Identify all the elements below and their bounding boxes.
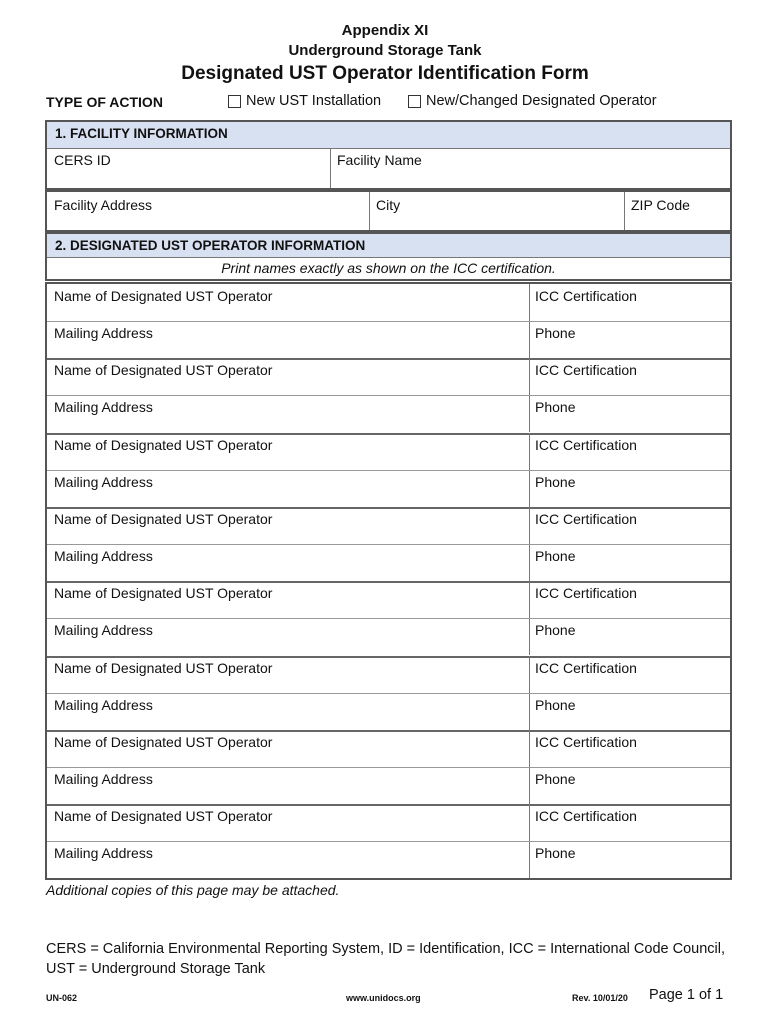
operator-block [47,730,730,804]
operator-name-label: Name of Designated UST Operator [54,585,273,601]
form-title: Designated UST Operator Identification Form [181,63,589,84]
operator-name-field[interactable] [47,730,529,767]
operator-block [47,284,730,358]
new-ust-installation-label: New UST Installation [246,93,382,109]
icc-certification-field[interactable] [530,656,730,693]
mailing-address-label: Mailing Address [54,325,153,341]
mailing-address-label: Mailing Address [54,474,153,490]
website: www.unidocs.org [346,993,421,1003]
icc-certification-field[interactable] [530,284,730,321]
operator-name-field[interactable] [47,804,529,841]
operator-name-label: Name of Designated UST Operator [54,734,273,750]
phone-label: Phone [535,474,576,490]
operator-info-header: 2. DESIGNATED UST OPERATOR INFORMATION [47,234,730,258]
mailing-address-field[interactable] [47,545,529,581]
icc-certification-label: ICC Certification [535,734,637,750]
city-field[interactable] [370,192,624,230]
additional-copies-note: Additional copies of this page may be attached. [46,882,340,898]
cers-id-field[interactable] [47,149,330,188]
icc-certification-field[interactable] [530,358,730,395]
operator-block [47,581,730,655]
phone-label: Phone [535,845,576,861]
icc-certification-label: ICC Certification [535,660,637,676]
operator-name-field[interactable] [47,656,529,693]
type-of-action-label: TYPE OF ACTION [46,94,163,110]
appendix-label: Appendix XI [341,22,429,39]
operator-block [47,656,730,730]
operator-name-field[interactable] [47,433,529,470]
phone-label: Phone [535,325,576,341]
mailing-address-field[interactable] [47,396,529,432]
icc-certification-label: ICC Certification [535,585,637,601]
operator-name-field[interactable] [47,358,529,395]
operator-name-field[interactable] [47,507,529,544]
icc-certification-label: ICC Certification [535,437,637,453]
operator-block [47,358,730,432]
zip-code-field[interactable] [625,192,730,230]
operator-name-label: Name of Designated UST Operator [54,808,273,824]
operator-block [47,507,730,581]
operator-info-header-box [45,232,732,281]
phone-label: Phone [535,697,576,713]
phone-field[interactable] [530,322,730,358]
new-changed-operator-label: New/Changed Designated Operator [426,93,657,109]
mailing-address-field[interactable] [47,842,529,878]
mailing-address-field[interactable] [47,322,529,358]
mailing-address-field[interactable] [47,768,529,804]
operator-name-label: Name of Designated UST Operator [54,362,273,378]
form-subtitle: Underground Storage Tank [288,42,482,59]
operator-name-label: Name of Designated UST Operator [54,660,273,676]
new-changed-operator-checkbox[interactable] [408,95,421,108]
mailing-address-label: Mailing Address [54,697,153,713]
mailing-address-field[interactable] [47,471,529,507]
cers-id-label: CERS ID [54,152,111,168]
mailing-address-label: Mailing Address [54,771,153,787]
facility-name-label: Facility Name [337,152,422,168]
mailing-address-label: Mailing Address [54,845,153,861]
phone-field[interactable] [530,619,730,655]
mailing-address-field[interactable] [47,694,529,730]
abbreviation-legend: CERS = California Environmental Reporting System, ID = Identification, ICC = International Code Council, UST = Underground Storage Tank [46,941,726,977]
phone-field[interactable] [530,545,730,581]
icc-certification-label: ICC Certification [535,362,637,378]
facility-info-section [45,120,732,190]
icc-certification-label: ICC Certification [535,808,637,824]
phone-field[interactable] [530,768,730,804]
phone-field[interactable] [530,842,730,878]
operator-name-field[interactable] [47,284,529,321]
operator-name-label: Name of Designated UST Operator [54,437,273,453]
icc-certification-label: ICC Certification [535,511,637,527]
phone-label: Phone [535,622,576,638]
mailing-address-field[interactable] [47,619,529,655]
facility-address-label: Facility Address [54,197,153,213]
phone-label: Phone [535,548,576,564]
print-names-instruction: Print names exactly as shown on the ICC certification. [221,260,556,276]
city-label: City [376,197,401,213]
icc-certification-field[interactable] [530,433,730,470]
icc-certification-field[interactable] [530,507,730,544]
phone-label: Phone [535,771,576,787]
phone-label: Phone [535,399,576,415]
mailing-address-label: Mailing Address [54,399,153,415]
option-new-ust-installation[interactable] [228,93,381,109]
facility-info-header: 1. FACILITY INFORMATION [47,122,730,149]
mailing-address-label: Mailing Address [54,548,153,564]
page-number: Page 1 of 1 [649,987,724,1003]
operator-name-field[interactable] [47,581,529,618]
operator-table [45,282,732,880]
new-ust-installation-checkbox[interactable] [228,95,241,108]
phone-field[interactable] [530,694,730,730]
operator-name-label: Name of Designated UST Operator [54,511,273,527]
phone-field[interactable] [530,396,730,432]
zip-code-label: ZIP Code [631,197,690,213]
operator-name-label: Name of Designated UST Operator [54,288,273,304]
facility-address-field[interactable] [47,192,369,230]
revision-date: Rev. 10/01/20 [572,993,628,1003]
icc-certification-field[interactable] [530,581,730,618]
operator-block [47,804,730,878]
facility-address-row [45,190,732,232]
operator-block [47,433,730,507]
facility-name-field[interactable] [331,149,730,188]
icc-certification-label: ICC Certification [535,288,637,304]
option-new-changed-operator[interactable] [408,93,657,109]
icc-certification-field[interactable] [530,804,730,841]
mailing-address-label: Mailing Address [54,622,153,638]
icc-certification-field[interactable] [530,730,730,767]
form-id: UN-062 [46,993,78,1003]
phone-field[interactable] [530,471,730,507]
